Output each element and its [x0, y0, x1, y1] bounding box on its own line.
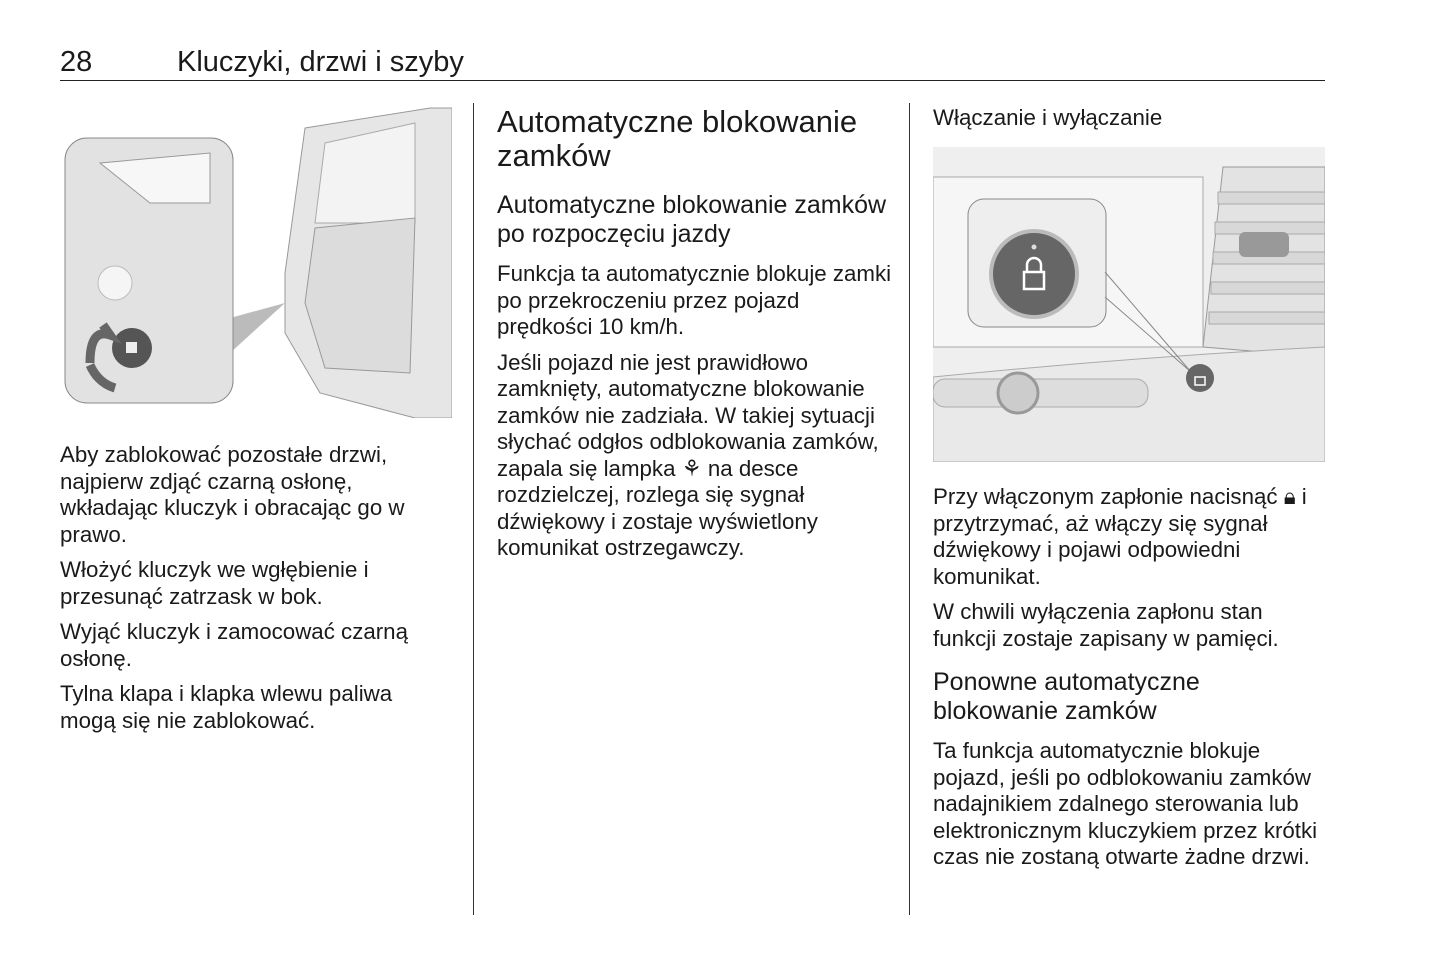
central-lock-button-illustration [933, 147, 1325, 462]
door-lock-illustration [60, 103, 452, 418]
paragraph: Przy włączonym zapłonie nacisnąć 🔒︎ i przytrzymać, aż włączy się sygnał dźwiękowy i pojawi odpowiedni komunikat. [933, 484, 1307, 589]
column-divider [909, 103, 910, 915]
paragraph: Włożyć kluczyk we wgłębienie i przesunąć zatrzask w bok. [60, 557, 369, 609]
column-divider [473, 103, 474, 915]
paragraph: Aby zablokować pozostałe drzwi, najpierw zdjąć czarną osłonę, wkładając kluczyk i obracając go w prawo. [60, 442, 405, 547]
paragraph: Jeśli pojazd nie jest prawidłowo zamknięty, automatyczne blokowanie zamków nie zadziała. W takiej sytuacji słychać odgłos odblokowania zamków, zapala się lampka ⚘ na desce rozdzielczej, rozlega się sygnał dźwiękowy i zostaje wyświetlony komunikat ostrzegawczy. [497, 349, 879, 560]
paragraph: Tylna klapa i klapka wlewu paliwa mogą się nie zablokować. [60, 681, 393, 733]
section-heading: Automatyczne blokowanie zamków [497, 104, 858, 173]
paragraph: Funkcja ta automatycznie blokuje zamki po przekroczeniu przez pojazd prędkości 10 km/h. [497, 261, 892, 339]
section-title: Kluczyki, drzwi i szyby [177, 46, 464, 78]
column-1 [60, 103, 452, 743]
paragraph: Ta funkcja automatycznie blokuje pojazd, jeśli po odblokowaniu zamków nadajnikiem zdalnego sterowania lub elektronicznym kluczykiem przez krótki czas nie zostaną otwarte żadne drzwi. [933, 738, 1318, 869]
page-number: 28 [60, 46, 93, 78]
column-2 [497, 103, 892, 571]
column-3 [933, 103, 1328, 880]
subheading: Włączanie i wyłączanie [933, 105, 1163, 130]
paragraph: Wyjąć kluczyk i zamocować czarną osłonę. [60, 619, 408, 671]
subsection-heading: Automatyczne blokowanie zamków po rozpoczęciu jazdy [497, 191, 887, 248]
paragraph: W chwili wyłączenia zapłonu stan funkcji zostaje zapisany w pamięci. [933, 599, 1279, 651]
page-header [60, 44, 1325, 81]
subsection-heading: Ponowne automatyczne blokowanie zamków [933, 668, 1200, 725]
